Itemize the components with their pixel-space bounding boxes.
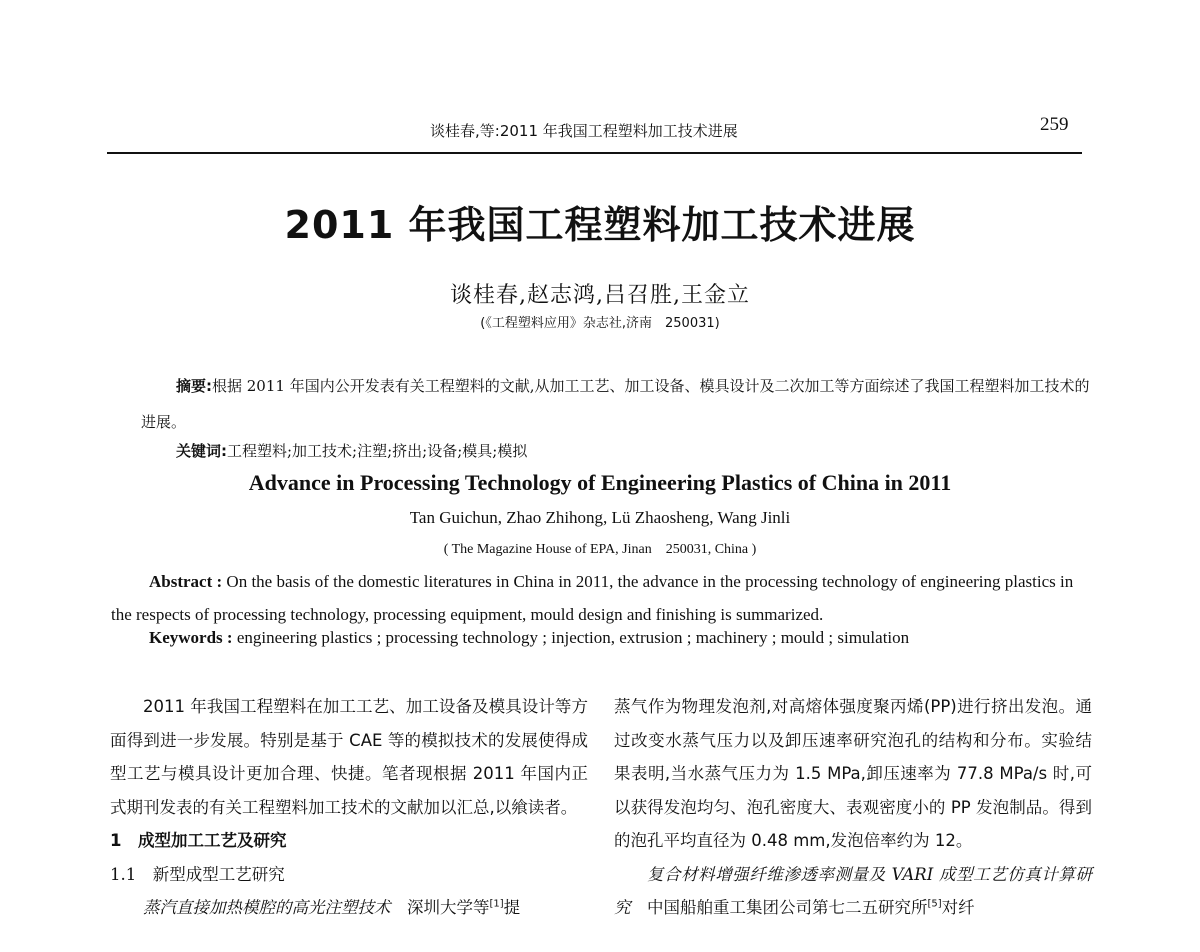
body-column-right: [614, 690, 1092, 925]
english-title: Advance in Processing Technology of Engineering Plastics of China in 2011: [248, 470, 952, 495]
english-authors: Tan Guichun, Zhao Zhihong, Lü Zhaosheng, Wang Jinli: [409, 508, 791, 527]
paragraph-lead: 蒸汽直接加热模腔的高光注塑技术: [143, 898, 391, 917]
paragraph-source: 深圳大学等: [390, 898, 490, 917]
english-affiliation: ( The Magazine House of EPA, Jinan 250031, China ): [443, 542, 757, 557]
english-abstract: [111, 565, 1091, 631]
article-title: 2011 年我国工程塑料加工技术进展: [284, 203, 916, 247]
english-keywords-label: Keywords :: [149, 628, 233, 647]
author-list: 谈桂春,赵志鸿,吕召胜,王金立: [450, 283, 750, 308]
paragraph-source: 中国船舶重工集团公司第七二五研究所: [630, 898, 928, 917]
english-abstract-text: On the basis of the domestic literatures in China in 2011, the advance in the processing technology of engineering plastics in the respects of processing technology, processing equipment, mould design and finishing is summarized.: [111, 572, 1074, 624]
keywords-cn: [176, 440, 527, 461]
abstract-cn-label: 摘要:: [176, 377, 212, 395]
citation-ref-5: [5]: [927, 898, 942, 910]
paragraph-composite: [614, 858, 1092, 925]
subsection-heading-1-1: 1.1 新型成型工艺研究: [110, 864, 285, 884]
english-abstract-label: Abstract :: [149, 572, 223, 591]
english-keywords-text: engineering plastics ; processing technology ; injection, extrusion ; machinery ; mould ; simulation: [232, 628, 910, 647]
english-keywords: [149, 628, 909, 648]
body-column-left: [110, 690, 588, 925]
paragraph-foam: 蒸气作为物理发泡剂,对高熔体强度聚丙烯(PP)进行挤出发泡。通过改变水蒸气压力以及卸压速率研究泡孔的结构和分布。实验结果表明,当水蒸气压力为 1.5 MPa,卸压速率为 77.8 MPa/s 时,可以获得发泡均匀、泡孔密度大、表观密度小的 PP 发泡制品。得到的泡孔平均直径为 0.48 mm,发泡倍率约为 12。: [614, 697, 1092, 850]
paragraph-lead: 复合材料增强纤维渗透率测量及 VARI 成型工艺仿真计算研究: [614, 864, 1092, 917]
abstract-cn-text: 根据 2011 年国内公开发表有关工程塑料的文献,从加工工艺、加工设备、模具设计及二次加工等方面综述了我国工程塑料加工技术的进展。: [141, 377, 1090, 431]
page-number: 259: [1040, 114, 1069, 135]
intro-paragraph: 2011 年我国工程塑料在加工工艺、加工设备及模具设计等方面得到进一步发展。特别是基于 CAE 等的模拟技术的发展使得成型工艺与模具设计更加合理、快捷。笔者现根据 2011 年国内正式期刊发表的有关工程塑料加工技术的文献加以汇总,以飨读者。: [110, 697, 588, 817]
header-rule: [107, 152, 1082, 154]
section-heading-1: 1 成型加工工艺及研究: [110, 831, 287, 850]
paragraph-tail: 对纤: [941, 898, 975, 917]
paragraph-tail: 提: [503, 898, 521, 917]
paragraph-1-1: [110, 891, 588, 925]
keywords-cn-label: 关键词:: [176, 442, 227, 460]
running-head: 谈桂春,等:2011 年我国工程塑料加工技术进展: [430, 122, 738, 140]
affiliation: (《工程塑料应用》杂志社,济南 250031): [480, 316, 720, 331]
abstract-cn: [141, 368, 1091, 440]
keywords-cn-text: 工程塑料;加工技术;注塑;挤出;设备;模具;模拟: [227, 442, 528, 460]
citation-ref-1: [1]: [489, 898, 504, 910]
